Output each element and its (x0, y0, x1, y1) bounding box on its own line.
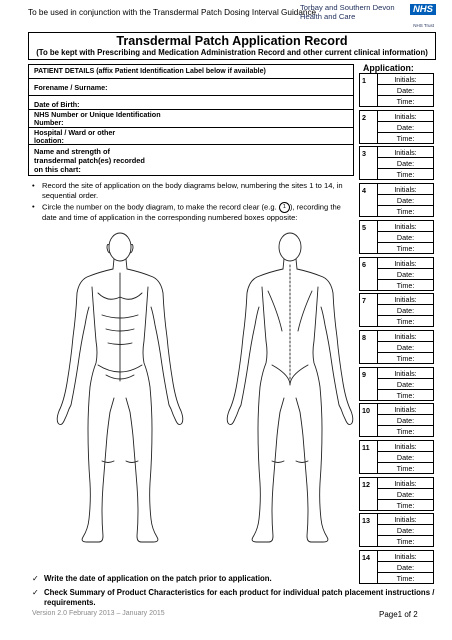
date-field[interactable]: Date: (377, 415, 433, 426)
field-nhs-number[interactable] (29, 110, 353, 128)
nhs-logo (296, 2, 442, 30)
application-box-13 (359, 513, 434, 547)
initials-field[interactable]: Initials: (377, 221, 433, 232)
time-field[interactable]: Time: (377, 169, 433, 180)
field-forename-surname[interactable] (29, 79, 353, 96)
application-number: 10 (362, 406, 370, 416)
patient-details-table (28, 64, 354, 176)
initials-field[interactable]: Initials: (377, 147, 433, 158)
date-field[interactable]: Date: (377, 525, 433, 536)
application-box-7 (359, 293, 434, 327)
instruction-text: ), recording the date and time of application in the corresponding numbered boxes opposite: (42, 202, 341, 222)
application-number: 7 (362, 296, 366, 306)
check-item-1: ✓ Write the date of application on the patch prior to application. (32, 574, 442, 584)
application-number: 8 (362, 332, 366, 342)
time-field[interactable]: Time: (377, 536, 433, 547)
application-number: 13 (362, 516, 370, 526)
date-field[interactable]: Date: (377, 562, 433, 573)
application-box-8 (359, 330, 434, 364)
org-line-1: Torbay and Southern Devon (300, 3, 395, 12)
time-field[interactable]: Time: (377, 390, 433, 401)
application-number: 5 (362, 222, 366, 232)
application-box-4 (359, 183, 434, 217)
patient-details-heading (29, 65, 353, 79)
application-box-9 (359, 367, 434, 401)
application-box-12 (359, 477, 434, 511)
field-label: Date of Birth: (34, 100, 80, 109)
date-field[interactable]: Date: (377, 342, 433, 353)
circled-number-example: 1 (279, 202, 290, 213)
field-label: Name and strength of transdermal patch(es) recorded on this chart: (34, 147, 145, 174)
patient-details-heading-text: PATIENT DETAILS (affix Patient Identification Label below if available) (34, 68, 266, 75)
trust-label: NHS Trust (413, 23, 434, 28)
field-label: Hospital / Ward or other location: (34, 128, 116, 145)
time-field[interactable]: Time: (377, 573, 433, 584)
initials-field[interactable]: Initials: (377, 441, 433, 452)
application-number: 14 (362, 553, 370, 563)
initials-field[interactable]: Initials: (377, 294, 433, 305)
date-field[interactable]: Date: (377, 379, 433, 390)
application-number: 2 (362, 112, 366, 122)
time-field[interactable]: Time: (377, 96, 433, 107)
footer-page-number: Page1 of 2 (379, 610, 418, 619)
date-field[interactable]: Date: (377, 122, 433, 133)
body-diagrams[interactable] (28, 225, 358, 570)
initials-field[interactable]: Initials: (377, 551, 433, 562)
application-number: 9 (362, 369, 366, 379)
title-box (28, 32, 436, 60)
instruction-bullet-2 (32, 202, 354, 223)
initials-field[interactable]: Initials: (377, 368, 433, 379)
field-label: NHS Number or Unique Identification Number: (34, 110, 161, 127)
top-note: To be used in conjunction with the Transdermal Patch Dosing Interval Guidance (28, 8, 317, 17)
application-number: 11 (362, 443, 370, 452)
page-subtitle: (To be kept with Prescribing and Medication Administration Record and other current clinical information) (36, 48, 428, 57)
nhs-badge: NHS (410, 4, 436, 15)
instructions (32, 181, 354, 223)
initials-field[interactable]: Initials: (377, 111, 433, 122)
page-title: Transdermal Patch Application Record (116, 34, 348, 48)
time-field[interactable]: Time: (377, 353, 433, 364)
time-field[interactable]: Time: (377, 426, 433, 437)
application-box-3 (359, 146, 434, 180)
initials-field[interactable]: Initials: (377, 404, 433, 415)
time-field[interactable]: Time: (377, 133, 433, 144)
initials-field[interactable]: Initials: (377, 514, 433, 525)
time-field[interactable]: Time: (377, 206, 433, 217)
application-number: 4 (362, 186, 366, 196)
field-patch-name-strength[interactable] (29, 145, 353, 176)
time-field[interactable]: Time: (377, 316, 433, 327)
check-item-2: ✓ Check Summary of Product Characteristics for each product for individual patch placement instructions / requirements. (32, 588, 442, 608)
initials-field[interactable]: Initials: (377, 331, 433, 342)
application-number: 1 (362, 76, 366, 85)
body-front-figure (57, 233, 183, 542)
field-date-of-birth[interactable] (29, 96, 353, 110)
instruction-bullet-1: • Record the site of application on the body diagrams below, numbering the sites 1 to 14, in sequential order. (32, 181, 354, 201)
application-number: 3 (362, 149, 366, 159)
time-field[interactable]: Time: (377, 500, 433, 511)
org-name (300, 4, 395, 21)
application-heading: Application: (363, 63, 414, 73)
date-field[interactable]: Date: (377, 489, 433, 500)
initials-field[interactable]: Initials: (377, 184, 433, 195)
date-field[interactable]: Date: (377, 158, 433, 169)
field-label: Forename / Surname: (34, 83, 108, 92)
application-box-2 (359, 110, 434, 144)
footer-version: Version 2.0 February 2013 – January 2015 (32, 610, 165, 617)
date-field[interactable]: Date: (377, 305, 433, 316)
initials-field[interactable]: Initials: (377, 74, 433, 85)
checks (32, 574, 442, 612)
field-hospital-ward[interactable] (29, 128, 353, 145)
application-box-11 (359, 440, 434, 474)
application-number: 12 (362, 479, 370, 489)
date-field[interactable]: Date: (377, 195, 433, 206)
application-box-1 (359, 73, 434, 107)
date-field[interactable]: Date: (377, 269, 433, 280)
org-line-2: Health and Care (300, 11, 356, 21)
body-back-figure (227, 233, 353, 542)
date-field[interactable]: Date: (377, 232, 433, 243)
application-box-6 (359, 257, 434, 291)
initials-field[interactable]: Initials: (377, 258, 433, 269)
date-field[interactable]: Date: (377, 452, 433, 463)
application-box-5 (359, 220, 434, 254)
time-field[interactable]: Time: (377, 243, 433, 254)
application-number: 6 (362, 259, 366, 269)
application-box-10 (359, 403, 434, 437)
date-field[interactable]: Date: (377, 85, 433, 96)
initials-field[interactable]: Initials: (377, 478, 433, 489)
instruction-text: Circle the number on the body diagram, to make the record clear (e.g. (42, 202, 277, 212)
time-field[interactable]: Time: (377, 280, 433, 291)
time-field[interactable]: Time: (377, 463, 433, 474)
